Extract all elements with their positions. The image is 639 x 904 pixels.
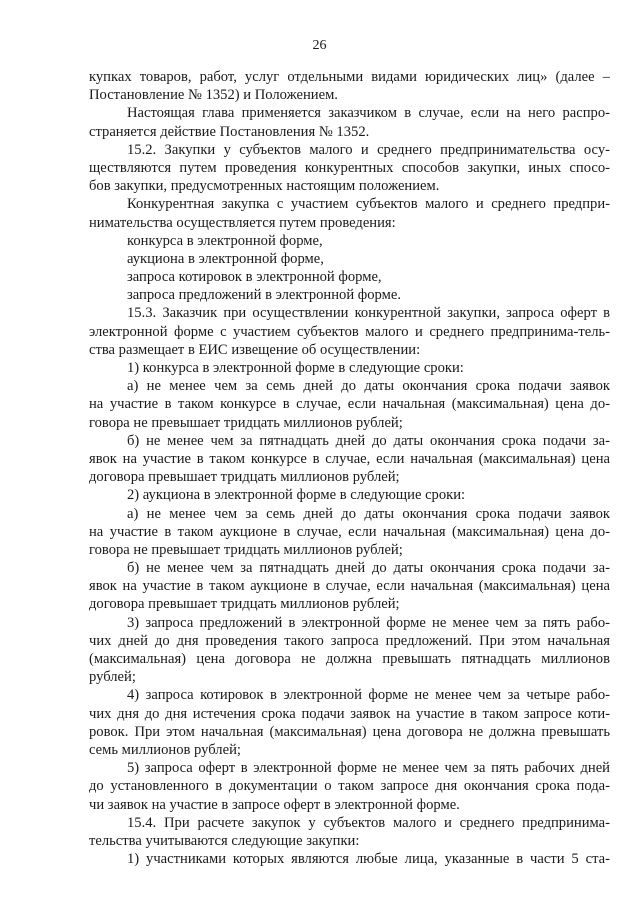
text-line: 3) запроса предложений в электронной форме не менее чем за пять рабо- — [127, 614, 610, 631]
text-line: тельства учитываются следующие закупки: — [89, 832, 360, 849]
text-line: договора превышает тридцать миллионов рублей; — [89, 596, 400, 613]
text-line: 5) запроса оферт в электронной форме не менее чем за пять рабочих дней — [127, 760, 610, 777]
text-line: чи заявок на участие в запросе оферт в электронной форме. — [89, 796, 460, 813]
text-line: (максимальная) цена договора не должна превышать пятнадцать миллионов — [89, 651, 610, 667]
text-line: б) не менее чем за пятнадцать дней до даты окончания срока подачи за- — [127, 432, 610, 449]
text-line: семь миллионов рублей; — [89, 741, 241, 758]
text-line: на участие в таком конкурсе в случае, если начальная (максимальная) цена до- — [89, 396, 610, 413]
text-line: 15.4. При расчете закупок у субъектов малого и среднего предпринима- — [127, 814, 610, 831]
text-line: явок на участие в таком конкурсе в случае, если начальная (максимальная) цена — [89, 450, 610, 467]
text-line: явок на участие в таком аукционе в случае, если начальная (максимальная) цена — [89, 578, 610, 595]
text-line: 4) запроса котировок в электронной форме не менее чем за четыре рабо- — [127, 687, 610, 704]
document-body — [89, 68, 610, 868]
text-line: на участие в таком аукционе в случае, если начальная (максимальная) цена до- — [89, 523, 610, 540]
text-line: 1) участниками которых являются любые лица, указанные в части 5 ста- — [127, 851, 610, 868]
text-line: говора не превышает тридцать миллионов рублей; — [89, 414, 403, 431]
text-line: нимательства осуществляется путем проведения: — [89, 214, 396, 231]
text-line: 1) конкурса в электронной форме в следующие сроки: — [127, 360, 464, 376]
text-line: запроса котировок в электронной форме, — [127, 269, 382, 286]
text-line: ровок. При этом начальная (максимальная) цена договора не должна превышать — [89, 723, 610, 740]
text-line: ществляются путем проведения конкурентных способов закупки, иных спосо- — [89, 159, 610, 176]
text-line: говора не превышает тридцать миллионов рублей; — [89, 541, 403, 558]
page-number: 26 — [312, 38, 327, 53]
text-line: Настоящая глава применяется заказчиком в случае, если на него распро- — [127, 105, 610, 122]
text-line: аукциона в электронной форме, — [127, 250, 324, 267]
text-line: электронной форме с участием субъектов малого и среднего предпринима-тель- — [89, 323, 610, 340]
text-line: бов закупки, предусмотренных настоящим положением. — [89, 178, 440, 195]
text-line: рублей; — [89, 669, 136, 686]
text-line: чих дня до дня истечения срока подачи заявок на участие в таком запросе коти- — [89, 705, 610, 722]
text-line: чих дней до дня проведения такого запроса предложений. При этом начальная — [89, 632, 610, 649]
text-line: 15.3. Заказчик при осуществлении конкурентной закупки, запроса оферт в — [127, 305, 610, 322]
text-line: б) не менее чем за пятнадцать дней до даты окончания срока подачи за- — [127, 560, 610, 577]
text-line: 15.2. Закупки у субъектов малого и среднего предпринимательства осу- — [127, 141, 610, 158]
text-line: Конкурентная закупка с участием субъектов малого и среднего предпри- — [127, 196, 610, 213]
text-line: купках товаров, работ, услуг отдельными видами юридических лиц» (далее – — [89, 69, 610, 85]
text-line: страняется действие Постановления № 1352. — [89, 123, 370, 140]
text-line: Постановление № 1352) и Положением. — [89, 87, 338, 104]
text-line: запроса предложений в электронной форме. — [127, 287, 401, 304]
text-line: 2) аукциона в электронной форме в следующие сроки: — [127, 487, 466, 504]
text-line: а) не менее чем за семь дней до даты окончания срока подачи заявок — [127, 378, 610, 395]
text-line: а) не менее чем за семь дней до даты окончания срока подачи заявок — [127, 505, 610, 522]
text-line: ства размещает в ЕИС извещение об осуществлении: — [89, 341, 421, 358]
text-line: до установленного в документации о таком запросе дня окончания срока пода- — [89, 778, 610, 795]
text-line: конкурса в электронной форме, — [127, 232, 323, 249]
text-line: договора превышает тридцать миллионов рублей; — [89, 469, 400, 486]
